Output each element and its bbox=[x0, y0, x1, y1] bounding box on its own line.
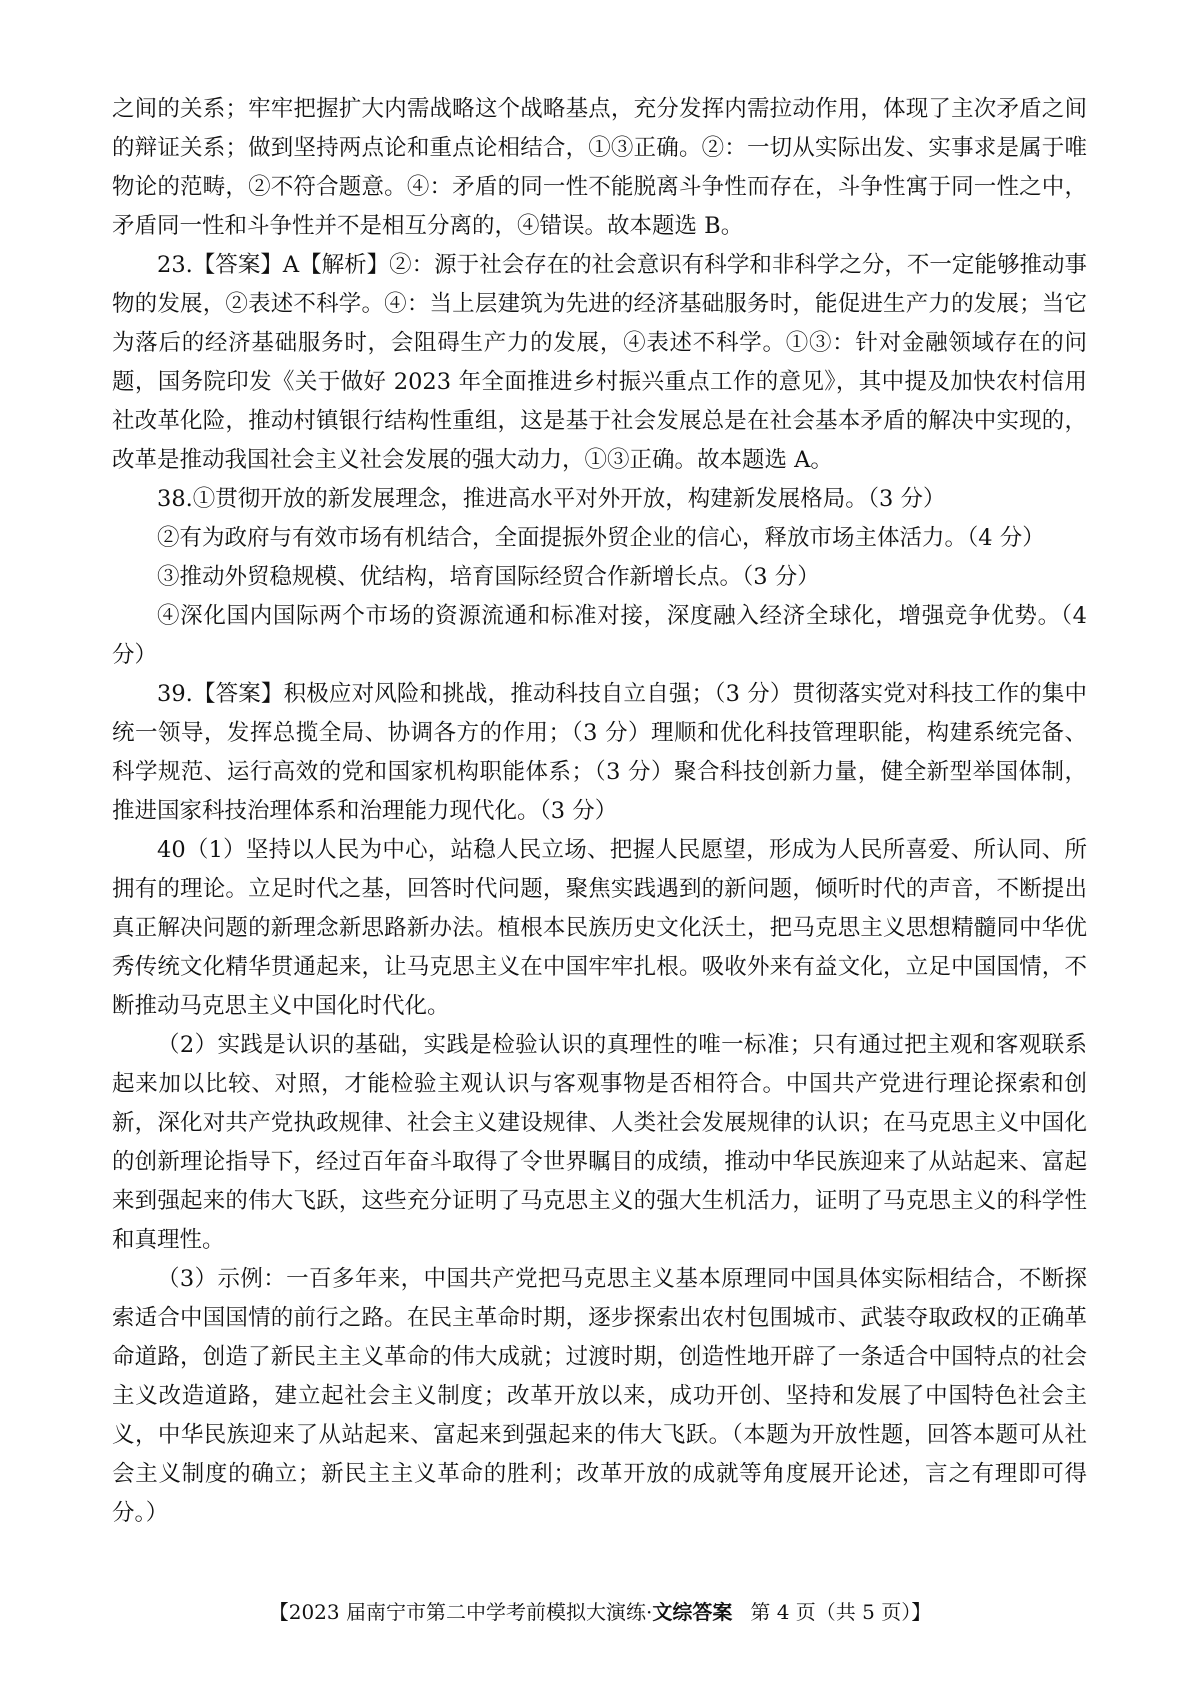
footer-dot: · bbox=[646, 1600, 653, 1624]
footer-close-bracket: 】 bbox=[911, 1600, 932, 1624]
footer-page-info: 第 4 页（共 5 页） bbox=[750, 1600, 912, 1624]
paragraph-q39-answer: 39.【答案】积极应对风险和挑战，推动科技自立自强；（3 分）贯彻落实党对科技工作的集中统一领导，发挥总揽全局、协调各方的作用；（3 分）理顺和优化科技管理职能，构建系统完备、科学规范、运行高效的党和国家机构职能体系；（3 分）聚合科技创新力量，健全新型举国体制，推进国家科技治理体系和治理能力现代化。（3 分） bbox=[112, 681, 1087, 824]
paragraph-q40-part-3: （3）示例：一百多年来，中国共产党把马克思主义基本原理同中国具体实际相结合，不断探索适合中国国情的前行之路。在民主革命时期，逐步探索出农村包围城市、武装夺取政权的正确革命道路，创造了新民主主义革命的伟大成就；过渡时期，创造性地开辟了一条适合中国特点的社会主义改造道路，建立起社会主义制度；改革开放以来，成功开创、坚持和发展了中国特色社会主义，中华民族迎来了从站起来、富起来到强起来的伟大飞跃。（本题为开放性题，回答本题可从社会主义制度的确立；新民主主义革命的胜利；改革开放的成就等角度展开论述，言之有理即可得分。） bbox=[112, 1266, 1087, 1526]
paragraph-q38-point-3: ③推动外贸稳规模、优结构，培育国际经贸合作新增长点。（3 分） bbox=[157, 564, 820, 590]
paragraph-q38-point-1: 38.①贯彻开放的新发展理念，推进高水平对外开放，构建新发展格局。（3 分） bbox=[157, 486, 946, 512]
paragraph-q40-part-2: （2）实践是认识的基础，实践是检验认识的真理性的唯一标准；只有通过把主观和客观联系起来加以比较、对照，才能检验主观认识与客观事物是否相符合。中国共产党进行理论探索和创新，深化对共产党执政规律、社会主义建设规律、人类社会发展规律的认识；在马克思主义中国化的创新理论指导下，经过百年奋斗取得了令世界瞩目的成绩，推动中华民族迎来了从站起来、富起来到强起来的伟大飞跃，这些充分证明了马克思主义的强大生机活力，证明了马克思主义的科学性和真理性。 bbox=[112, 1032, 1087, 1253]
footer-subject: 文综答案 bbox=[652, 1600, 733, 1624]
paragraph-q38-point-4: ④深化国内国际两个市场的资源流通和标准对接，深度融入经济全球化，增强竞争优势。（4分） bbox=[112, 603, 1087, 668]
paragraph-q22-continuation: 之间的关系；牢牢把握扩大内需战略这个战略基点，充分发挥内需拉动作用，体现了主次矛盾之间的辩证关系；做到坚持两点论和重点论相结合，①③正确。②：一切从实际出发、实事求是属于唯物论的范畴，②不符合题意。④：矛盾的同一性不能脱离斗争性而存在，斗争性寓于同一性之中，矛盾同一性和斗争性并不是相互分离的，④错误。故本题选 B。 bbox=[112, 96, 1087, 239]
paragraph-q23-answer: 23.【答案】A【解析】②：源于社会存在的社会意识有科学和非科学之分，不一定能够推动事物的发展，②表述不科学。④：当上层建筑为先进的经济基础服务时，能促进生产力的发展；当它为落后的经济基础服务时，会阻碍生产力的发展，④表述不科学。①③：针对金融领域存在的问题，国务院印发《关于做好 2023 年全面推进乡村振兴重点工作的意见》，其中提及加快农村信用社改革化险，推动村镇银行结构性重组，这是基于社会发展总是在社会基本矛盾的解决中实现的，改革是推动我国社会主义社会发展的强大动力，①③正确。故本题选 A。 bbox=[112, 252, 1087, 473]
answer-document bbox=[112, 90, 1087, 1533]
footer-open-bracket: 【 bbox=[268, 1600, 289, 1624]
footer-exam-title: 2023 届南宁市第二中学考前模拟大演练 bbox=[288, 1600, 646, 1624]
paragraph-q40-part-1: 40（1）坚持以人民为中心，站稳人民立场、把握人民愿望，形成为人民所喜爱、所认同、所拥有的理论。立足时代之基，回答时代问题，聚焦实践遇到的新问题，倾听时代的声音，不断提出真正解决问题的新理念新思路新办法。植根本民族历史文化沃土，把马克思主义思想精髓同中华优秀传统文化精华贯通起来，让马克思主义在中国牢牢扎根。吸收外来有益文化，立足中国国情，不断推动马克思主义中国化时代化。 bbox=[112, 837, 1087, 1019]
page-footer bbox=[0, 1597, 1200, 1627]
paragraph-q38-point-2: ②有为政府与有效市场有机结合，全面提振外贸企业的信心，释放市场主体活力。（4 分） bbox=[157, 525, 1045, 551]
